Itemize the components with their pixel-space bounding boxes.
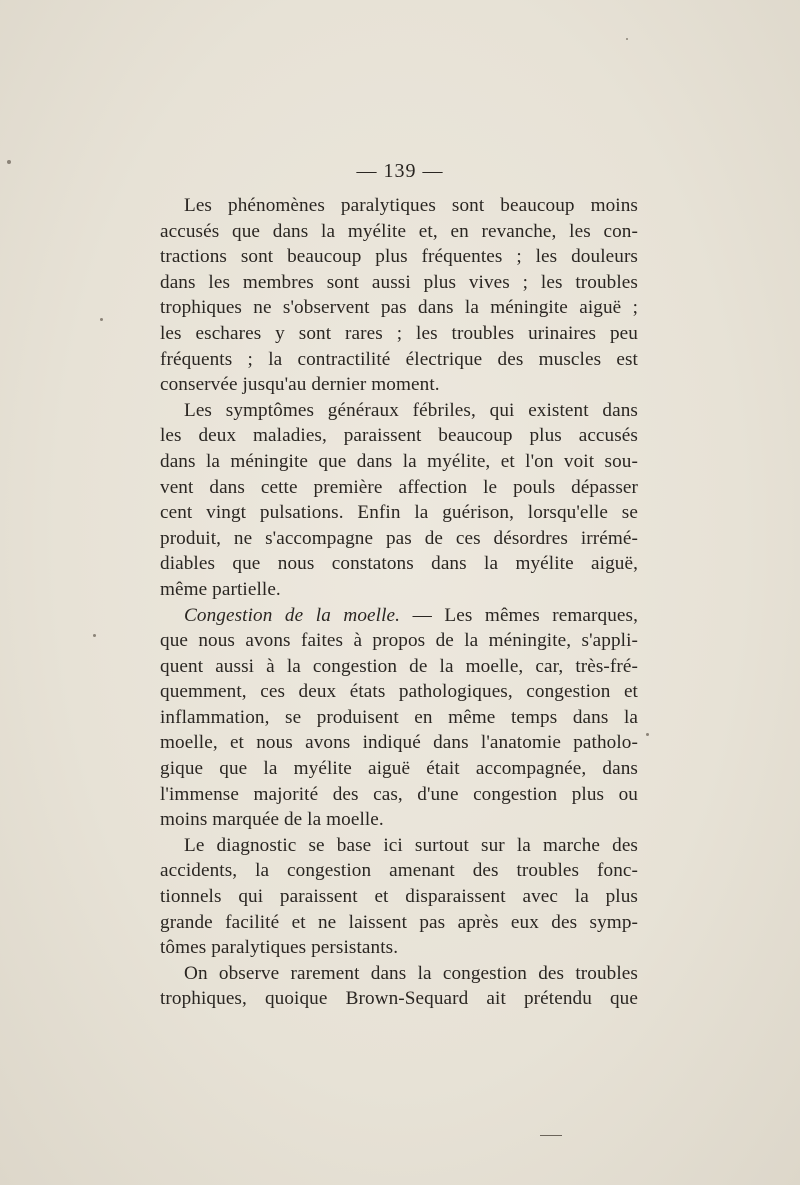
text-line: accidents, la congestion amenant des troubles fonc-	[160, 860, 638, 882]
text-line: moins marquée de la moelle.	[160, 809, 384, 831]
text-line: dans la méningite que dans la myélite, et l'on voit sou-	[160, 450, 638, 472]
text-line: trophiques ne s'observent pas dans la méningite aiguë ;	[160, 297, 638, 319]
page-number: — 139 —	[356, 160, 444, 182]
text-line: inflammation, se produisent en même temps dans la	[160, 706, 638, 728]
text-line: les eschares y sont rares ; les troubles urinaires peu	[160, 322, 638, 344]
text-line: vent dans cette première affection le pouls dépasser	[160, 476, 638, 498]
text-line: que nous avons faites à propos de la méningite, s'appli-	[160, 630, 638, 652]
text-line: accusés que dans la myélite et, en revanche, les con-	[160, 220, 638, 242]
text-line: Le diagnostic se base ici surtout sur la marche des	[184, 834, 638, 856]
text-line: On observe rarement dans la congestion des troubles	[184, 962, 638, 984]
text-line: diables que nous constatons dans la myélite aiguë,	[160, 553, 638, 575]
text-line-content: — Les mêmes remarques,	[400, 604, 638, 626]
text-line: moelle, et nous avons indiqué dans l'anatomie patholo-	[160, 732, 638, 754]
text-line: conservée jusqu'au dernier moment.	[160, 374, 440, 396]
text-line: produit, ne s'accompagne pas de ces désordres irrémé-	[160, 527, 638, 549]
text-line: l'immense majorité des cas, d'une congestion plus ou	[160, 783, 638, 805]
text-line: quent aussi à la congestion de la moelle, car, très-fré-	[160, 655, 638, 677]
paper-mark	[540, 1135, 562, 1136]
paper-speck	[100, 318, 103, 321]
paper-speck	[93, 634, 96, 637]
text-line: dans les membres sont aussi plus vives ; les troubles	[160, 271, 638, 293]
text-line: tômes paralytiques persistants.	[160, 937, 399, 959]
text-line: trophiques, quoique Brown-Sequard ait prétendu que	[160, 988, 638, 1010]
text-line: cent vingt pulsations. Enfin la guérison, lorsqu'elle se	[160, 502, 638, 524]
paper-speck	[7, 160, 11, 164]
text-line: tractions sont beaucoup plus fréquentes ; les douleurs	[160, 246, 638, 268]
paper-speck	[626, 38, 628, 40]
body-text	[160, 193, 638, 1012]
text-line: Les phénomènes paralytiques sont beaucoup moins	[184, 195, 638, 216]
section-heading: Congestion de la moelle.	[184, 604, 401, 626]
text-line: grande facilité et ne laissent pas après eux des symp-	[160, 911, 638, 933]
text-line: même partielle.	[160, 578, 281, 600]
text-line: quemment, ces deux états pathologiques, congestion et	[160, 681, 638, 703]
text-line	[160, 603, 638, 629]
text-line: fréquents ; la contractilité électrique des muscles est	[160, 348, 638, 370]
text-line: tionnels qui paraissent et disparaissent avec la plus	[160, 886, 638, 908]
text-line: les deux maladies, paraissent beaucoup plus accusés	[160, 425, 638, 447]
paper-speck	[646, 733, 649, 736]
text-line: gique que la myélite aiguë était accompagnée, dans	[160, 758, 638, 780]
text-line: Les symptômes généraux fébriles, qui existent dans	[184, 399, 638, 421]
